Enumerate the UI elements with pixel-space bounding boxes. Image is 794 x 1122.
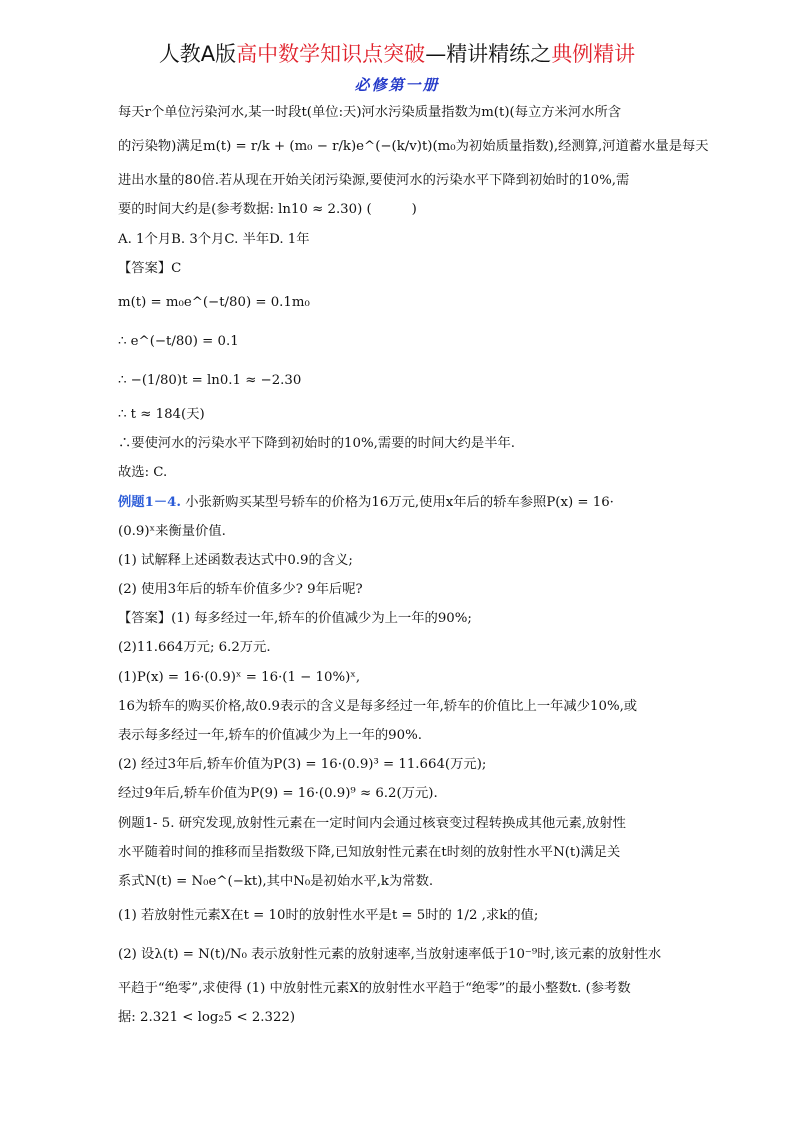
example-1-4-text-1: 小张新购买某型号轿车的价格为16万元,使用x年后的轿车参照P(x) = 16·: [185, 494, 614, 510]
problem-a-step-6: 故选: C.: [118, 465, 168, 481]
example-1-4-label: 例题1－4.: [118, 494, 182, 510]
problem-a-line-4: 要的时间大约是(参考数据: ln10 ≈ 2.30) ( ): [118, 202, 417, 218]
example-1-4-question-1: (1) 试解释上述函数表达式中0.9的含义;: [118, 552, 353, 568]
example-1-4-step-3: 表示每多经过一年,轿车的价值减少为上一年的90%.: [118, 728, 422, 743]
example-1-4-answer-1: 【答案】(1) 每多经过一年,轿车的价值减少为上一年的90%;: [118, 611, 472, 627]
example-1-4-step-1: (1)P(x) = 16·(0.9)ˣ = 16·(1 − 10%)ˣ,: [118, 669, 361, 685]
example-1-5-question-2c: 据: 2.321 < log₂5 < 2.322): [118, 1010, 296, 1026]
problem-a-step-3: ∴ −(1/80)t = ln0.1 ≈ −2.30: [118, 372, 302, 388]
example-1-4-line-1: [118, 488, 678, 517]
example-1-4-line-2: (0.9)ˣ来衡量价值.: [118, 523, 226, 539]
problem-a-answer: 【答案】C: [118, 260, 182, 276]
example-1-4-step-5: 经过9年后,轿车价值为P(9) = 16·(0.9)⁹ ≈ 6.2(万元).: [118, 786, 438, 802]
header-topic: 高中数学知识点突破: [236, 42, 426, 66]
problem-a-options: A. 1个月B. 3个月C. 半年D. 1年: [118, 231, 310, 247]
example-1-5-question-2a: (2) 设λ(t) = N(t)/N₀ 表示放射性元素的放射速率,当放射速率低于10⁻⁹时,该元素的放射性水: [118, 947, 662, 963]
example-1-5-line-1: [118, 809, 678, 838]
header-series: —精讲精练之: [425, 42, 552, 66]
problem-a-line-2: 的污染物)满足m(t) = r/k + (m₀ − r/k)e^(−(k/v)t)(m₀为初始质量指数),经测算,河道蓄水量是每天: [118, 139, 709, 155]
example-1-4-question-2: (2) 使用3年后的轿车价值多少? 9年后呢?: [118, 582, 363, 598]
problem-a-line-1: 每天r个单位污染河水,某一时段t(单位:天)河水污染质量指数为m(t)(每立方米河水所含: [118, 105, 622, 120]
example-1-4-step-4: (2) 经过3年后,轿车价值为P(3) = 16·(0.9)³ = 11.664(万元);: [118, 757, 487, 773]
problem-a-step-2: ∴ e^(−t/80) = 0.1: [118, 333, 239, 349]
document-body: [118, 98, 709, 1033]
example-1-5-text-1: 研究发现,放射性元素在一定时间内会通过核衰变过程转换成其他元素,放射性: [178, 815, 626, 831]
header-textbook: 人教A版: [158, 42, 237, 66]
example-1-5-line-2: 水平随着时间的推移而呈指数级下降,已知放射性元素在t时刻的放射性水平N(t)满足关: [118, 844, 621, 860]
problem-a-step-5: ∴要使河水的污染水平下降到初始时的10%,需要的时间大约是半年.: [118, 436, 516, 452]
page-header: [0, 40, 794, 68]
header-section: 典例精讲: [551, 42, 636, 66]
problem-a-line-3: 进出水量的80倍.若从现在开始关闭污染源,要使河水的污染水平下降到初始时的10%,需: [118, 173, 630, 189]
problem-a-step-4: ∴ t ≈ 184(天): [118, 406, 205, 422]
example-1-4-step-2: 16为轿车的购买价格,故0.9表示的含义是每多经过一年,轿车的价值比上一年减少10%,或: [118, 698, 638, 714]
example-1-5-label: 例题1- 5.: [118, 815, 175, 831]
example-1-4-answer-2: (2)11.664万元; 6.2万元.: [118, 640, 271, 656]
example-1-5-line-3: 系式N(t) = N₀e^(−kt),其中N₀是初始水平,k为常数.: [118, 873, 434, 889]
example-1-5-question-2b: 平趋于“绝零”,求使得 (1) 中放射性元素X的放射性水平趋于“绝零”的最小整数t. (参考数: [118, 981, 631, 997]
page-subheader: 必修第一册: [354, 76, 440, 94]
example-1-5-question-1: (1) 若放射性元素X在t = 10时的放射性水平是t = 5时的 1/2 ,求k的值;: [118, 908, 539, 924]
problem-a-step-1: m(t) = m₀e^(−t/80) = 0.1m₀: [118, 294, 310, 310]
